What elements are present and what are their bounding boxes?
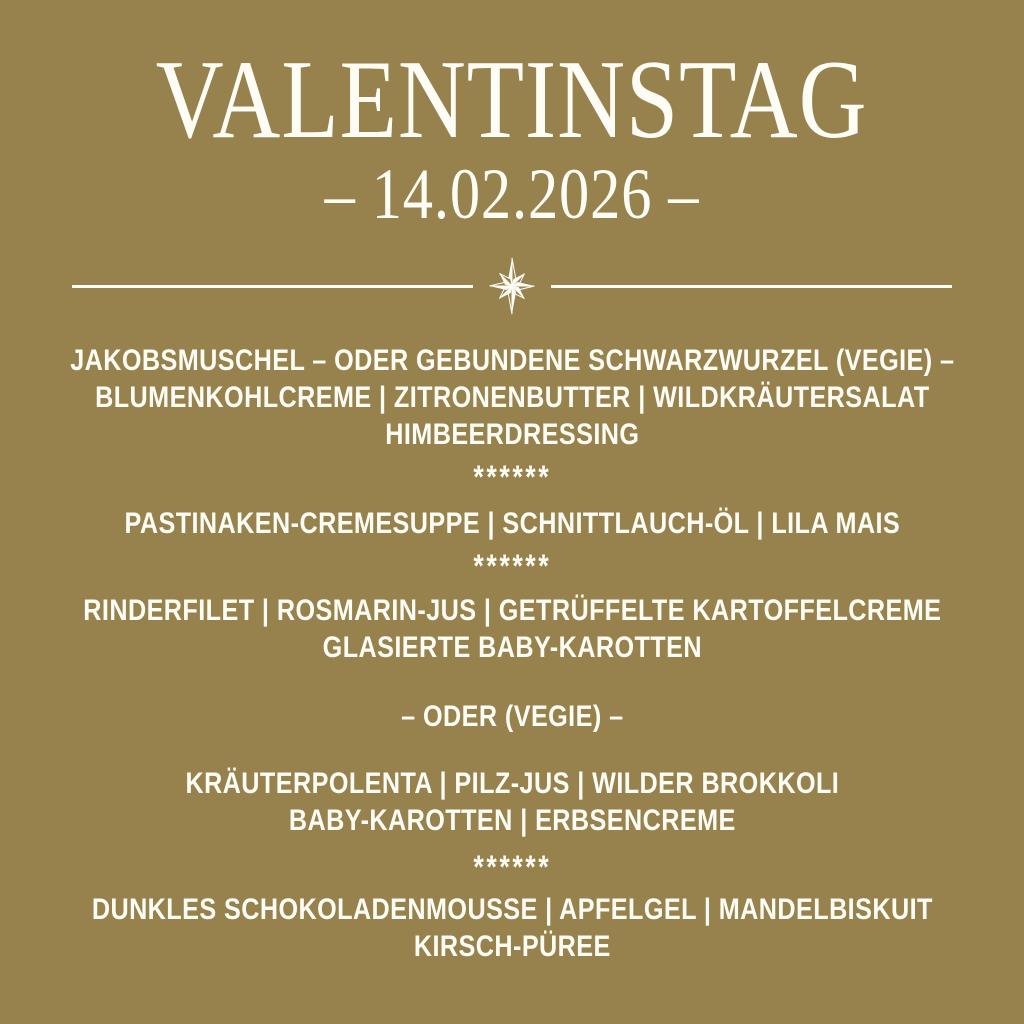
menu-line: HIMBEERDRESSING <box>384 418 640 451</box>
vegie-alternative-note: – ODER (VEGIE) – <box>400 700 624 733</box>
menu-line: PASTINAKEN-CREMESUPPE | SCHNITTLAUCH-ÖL | LILA MAIS <box>124 507 900 540</box>
page-title: VALENTINSTAG <box>156 38 868 162</box>
course-dessert <box>92 891 933 965</box>
menu-line: RINDERFILET | ROSMARIN-JUS | GETRÜFFELTE KARTOFFELCREME <box>82 594 942 627</box>
course-main-vegie <box>185 765 839 839</box>
star-separator: ****** <box>473 548 551 584</box>
menu-line: KRÄUTERPOLENTA | PILZ-JUS | WILDER BROKKOLI <box>185 767 839 800</box>
menu-line: KIRSCH-PÜREE <box>413 930 611 963</box>
menu-line: JAKOBSMUSCHEL – ODER GEBUNDENE SCHWARZWURZEL (VEGIE) – <box>69 344 955 377</box>
course-main <box>83 592 941 666</box>
compass-star-icon <box>482 254 542 318</box>
divider-line-left <box>72 285 473 288</box>
star-separator: ****** <box>473 459 551 495</box>
menu-line: BABY-KAROTTEN | ERBSENCREME <box>288 804 736 837</box>
course-starter <box>70 342 954 453</box>
menu-line: GLASIERTE BABY-KAROTTEN <box>322 631 702 664</box>
menu-line: DUNKLES SCHOKOLADENMOUSSE | APFELGEL | MANDELBISKUIT <box>91 893 933 926</box>
star-separator: ****** <box>473 849 551 885</box>
divider <box>72 254 952 318</box>
course-soup <box>124 505 900 542</box>
divider-line-right <box>551 285 952 288</box>
event-date: – 14.02.2026 – <box>324 154 700 234</box>
menu <box>70 342 954 965</box>
menu-line: BLUMENKOHLCREME | ZITRONENBUTTER | WILDKRÄUTERSALAT <box>94 381 930 414</box>
